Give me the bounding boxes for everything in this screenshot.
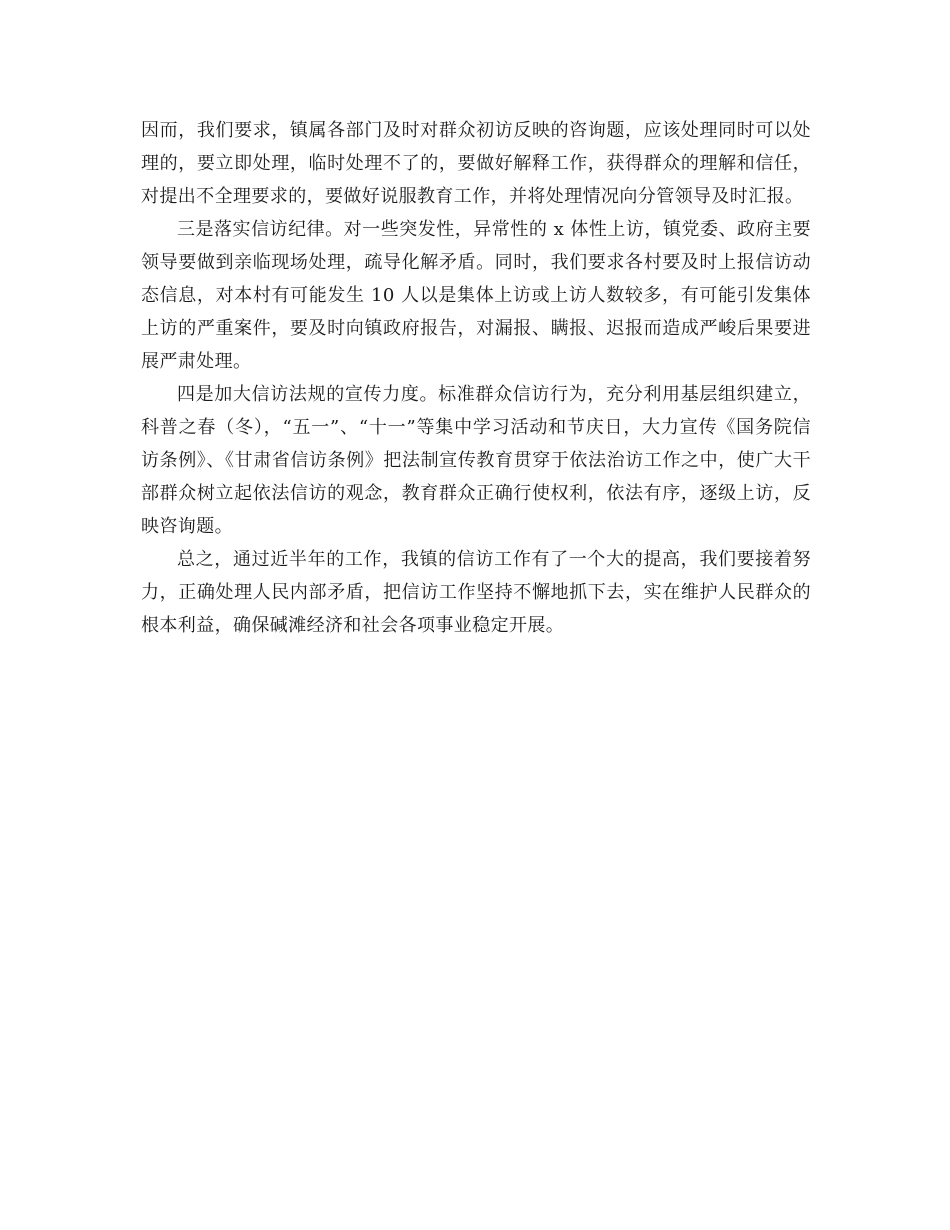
paragraph-continuation: 因而，我们要求，镇属各部门及时对群众初访反映的咨询题，应该处理同时可以处理的，要立即处理，临时处理不了的，要做好解释工作，获得群众的理解和信任，对提出不全理要求的，要做好说服教育工作，并将处理情况向分管领导及时汇报。 (141, 120, 811, 207)
document-body (141, 114, 811, 642)
paragraph-discipline: 三是落实信访纪律。对一些突发性，异常性的 x 体性上访，镇党委、政府主要领导要做到亲临现场处理，疏导化解矛盾。同时，我们要求各村要及时上报信访动态信息，对本村有可能发生 10 人以是集体上访或上访人数较多，有可能引发集体上访的严重案件，要及时向镇政府报告，对漏报、瞒报、迟报而造成严峻后果要进展严肃处理。 (141, 219, 811, 372)
paragraph-conclusion: 总之，通过近半年的工作，我镇的信访工作有了一个大的提高，我们要接着努力，正确处理人民内部矛盾，把信访工作坚持不懈地抓下去，实在维护人民群众的根本利益，确保碱滩经济和社会各项事业稳定开展。 (141, 549, 811, 636)
paragraph-publicity: 四是加大信访法规的宣传力度。标准群众信访行为，充分利用基层组织建立，科普之春（冬），“五一”、“十一”等集中学习活动和节庆日，大力宣传《国务院信访条例》、《甘肃省信访条例》把法制宣传教育贯穿于依法治访工作之中，使广大干部群众树立起依法信访的观念，教育群众正确行使权利，依法有序，逐级上访，反映咨询题。 (141, 384, 811, 537)
